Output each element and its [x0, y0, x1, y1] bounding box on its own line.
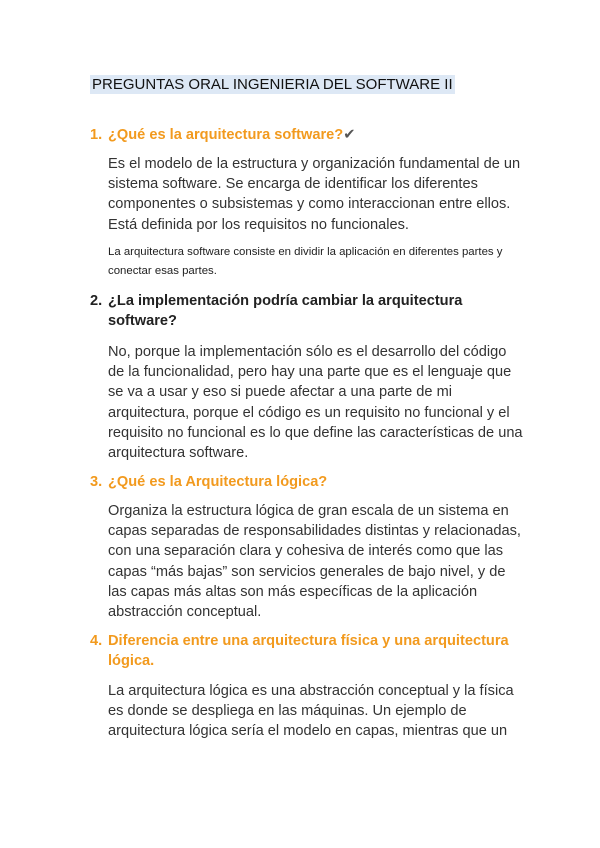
answer-1: Es el modelo de la estructura y organización fundamental de un sistema software. Se encarga de identificar los diferentes componentes o subsistemas y como interaccionan entre ellos. Está definida por los requisitos no funcionales. — [108, 156, 521, 233]
question-2-text: ¿La implementación podría cambiar la arquitectura software? — [108, 293, 463, 329]
answer-2: No, porque la implementación sólo es el desarrollo del código de la funcionalidad, pero hay una parte que es el lenguaje que se va a usar y eso si puede afectar a una parte de mi arquitectura, porque el código es un requisito no funcional y el requisito no funcional es lo que define las características de una arquitectura software. — [108, 344, 523, 462]
question-3-number: 3. — [90, 474, 103, 490]
question-3-text: ¿Qué es la Arquitectura lógica? — [108, 474, 328, 490]
answer-4: La arquitectura lógica es una abstracción conceptual y la física es donde se despliega en las máquinas. Un ejemplo de arquitectura lógica sería el modelo en capas, mientras que un — [108, 683, 514, 740]
question-1-number: 1. — [90, 127, 103, 143]
question-3-heading — [90, 472, 510, 492]
question-2-heading — [90, 291, 510, 331]
question-4-heading — [90, 631, 510, 671]
question-4-text: Diferencia entre una arquitectura física y una arquitectura lógica. — [108, 633, 509, 669]
answer-3: Organiza la estructura lógica de gran escala de un sistema en capas separadas de responsabilidades distintas y relacionadas, con una separación clara y cohesiva de interés como que las capas “más bajas” son servicios generales de bajo nivel, y de las capas más altas son más específicas de la aplicación abstracción conceptual. — [108, 503, 521, 621]
checkmark-icon: ✔ — [343, 127, 356, 143]
question-2-number: 2. — [90, 293, 103, 309]
note-1: La arquitectura software consiste en dividir la aplicación en diferentes partes y conectar esas partes. — [108, 246, 503, 277]
document-title: PREGUNTAS ORAL INGENIERIA DEL SOFTWARE II — [92, 76, 453, 93]
question-4-number: 4. — [90, 633, 103, 649]
question-1-text: ¿Qué es la arquitectura software? — [108, 127, 344, 143]
question-1-heading — [90, 125, 510, 145]
